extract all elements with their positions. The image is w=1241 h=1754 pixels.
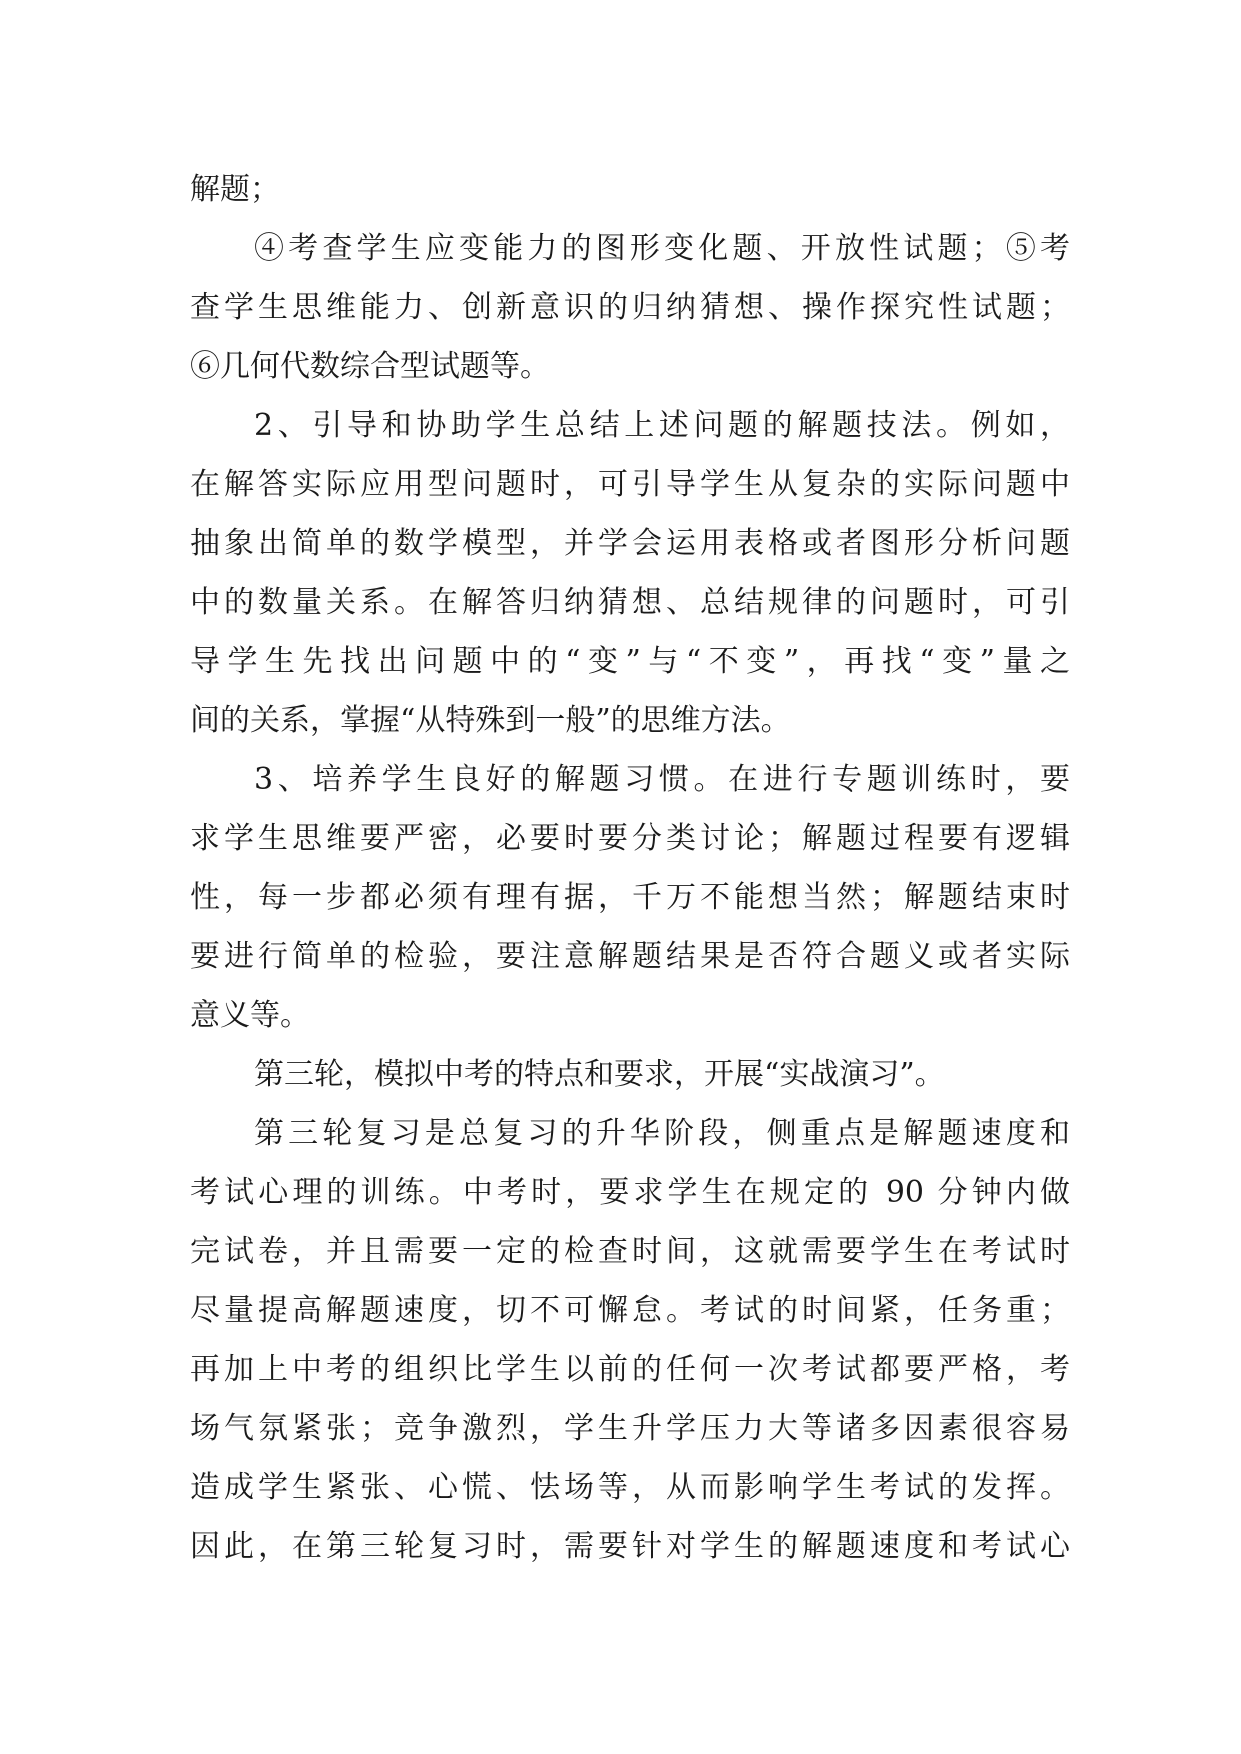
- text-line: 因此，在第三轮复习时，需要针对学生的解题速度和考试心: [190, 1529, 1070, 1564]
- text-line: 抽象出简单的数学模型，并学会运用表格或者图形分析问题: [190, 526, 1070, 561]
- text-line: 造成学生紧张、心慌、怯场等，从而影响学生考试的发挥。: [190, 1470, 1070, 1505]
- text-line: 再加上中考的组织比学生以前的任何一次考试都要严格，考: [190, 1352, 1070, 1387]
- text-line: 场气氛紧张；竞争激烈，学生升学压力大等诸多因素很容易: [190, 1411, 1070, 1446]
- text-line: 3、培养学生良好的解题习惯。在进行专题训练时，要: [254, 762, 1070, 797]
- text-line: ⑥几何代数综合型试题等。: [190, 349, 550, 384]
- text-line: 性，每一步都必须有理有据，千万不能想当然；解题结束时: [190, 880, 1070, 915]
- text-line: 求学生思维要严密，必要时要分类讨论；解题过程要有逻辑: [190, 821, 1070, 856]
- text-line: 在解答实际应用型问题时，可引导学生从复杂的实际问题中: [190, 467, 1070, 502]
- text-line: 第三轮，模拟中考的特点和要求，开展“实战演习”。: [254, 1057, 945, 1092]
- text-line: ④考查学生应变能力的图形变化题、开放性试题；⑤考: [254, 231, 1070, 266]
- text-line: 意义等。: [190, 998, 310, 1033]
- text-line: 完试卷，并且需要一定的检查时间，这就需要学生在考试时: [190, 1234, 1070, 1269]
- text-line: 导学生先找出问题中的“变”与“不变”，再找“变”量之: [190, 644, 1070, 679]
- text-line: 解题；: [190, 172, 280, 207]
- text-line: 要进行简单的检验，要注意解题结果是否符合题义或者实际: [190, 939, 1070, 974]
- text-line: 中的数量关系。在解答归纳猜想、总结规律的问题时，可引: [190, 585, 1070, 620]
- text-line: 间的关系，掌握“从特殊到一般”的思维方法。: [190, 703, 791, 738]
- text-line: 查学生思维能力、创新意识的归纳猜想、操作探究性试题；: [190, 290, 1070, 325]
- text-line: 第三轮复习是总复习的升华阶段，侧重点是解题速度和: [254, 1116, 1070, 1151]
- text-line: 尽量提高解题速度，切不可懈怠。考试的时间紧，任务重；: [190, 1293, 1070, 1328]
- document-body: [190, 160, 1070, 1576]
- text-line: 考试心理的训练。中考时，要求学生在规定的 90 分钟内做: [190, 1175, 1070, 1210]
- text-line: 2、引导和协助学生总结上述问题的解题技法。例如，: [254, 408, 1070, 443]
